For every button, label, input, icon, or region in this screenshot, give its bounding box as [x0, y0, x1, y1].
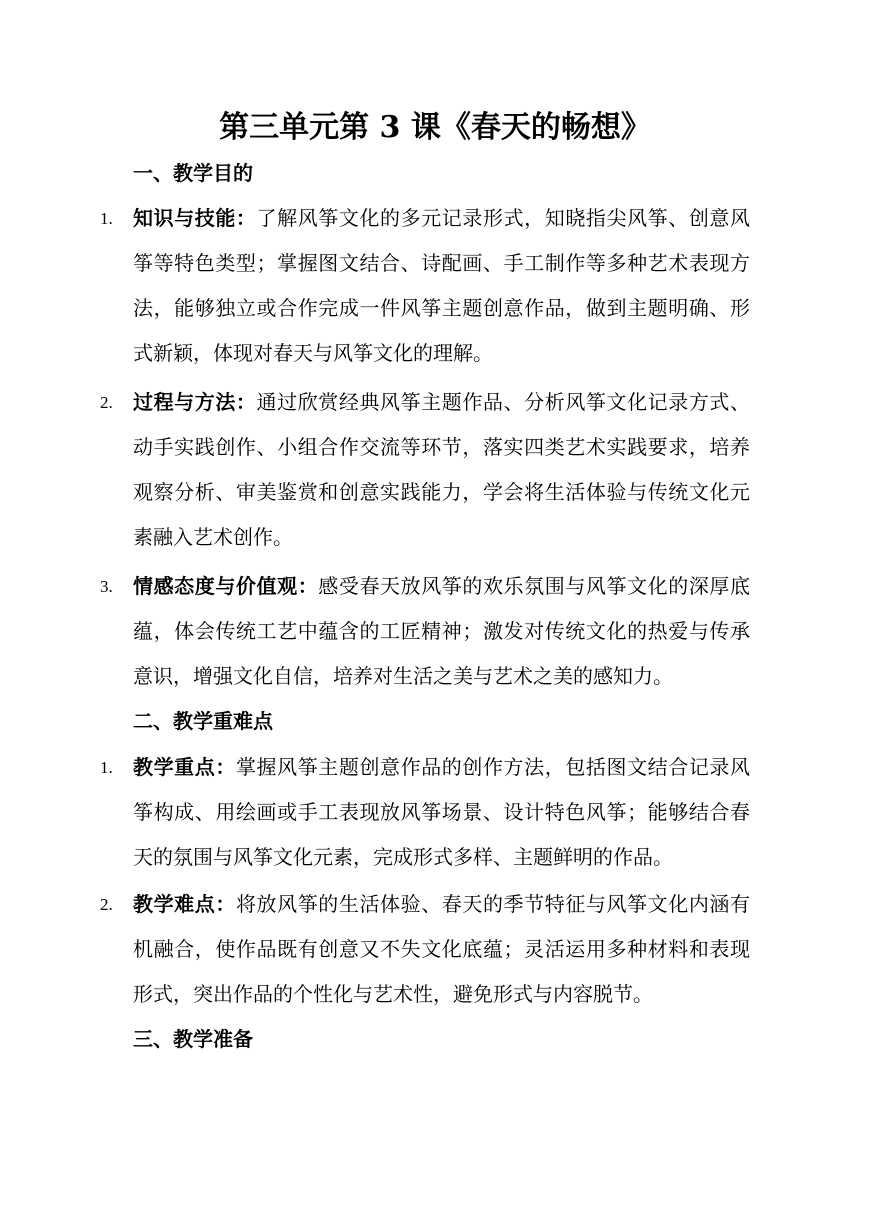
list-item-body	[133, 196, 750, 376]
list-item-body	[133, 564, 750, 699]
list-item-text: 感受春天放风筝的欢乐氛围与风筝文化的深厚底蕴，体会传统工艺中蕴含的工匠精神；激发对传统文化的热爱与传承意识，增强文化自信，培养对生活之美与艺术之美的感知力。	[133, 574, 751, 688]
list-item-body	[133, 380, 750, 560]
list-item	[100, 564, 750, 699]
list-item	[100, 745, 750, 880]
section-heading-objectives: 一、教学目的	[133, 161, 253, 185]
list-item-number: 3.	[100, 577, 113, 596]
list-item-label: 教学难点：	[133, 892, 236, 916]
list-item-number: 1.	[100, 758, 113, 777]
list-item-number: 1.	[100, 209, 113, 228]
list-item-text: 了解风筝文化的多元记录形式，知晓指尖风筝、创意风筝等特色类型；掌握图文结合、诗配画、手工制作等多种艺术表现方法，能够独立或合作完成一件风筝主题创意作品，做到主题明确、形式新颖，体现对春天与风筝文化的理解。	[133, 206, 751, 365]
list-item-text: 通过欣赏经典风筝主题作品、分析风筝文化记录方式、动手实践创作、小组合作交流等环节，落实四类艺术实践要求，培养观察分析、审美鉴赏和创意实践能力，学会将生活体验与传统文化元素融入艺术创作。	[133, 390, 751, 549]
list-item-number: 2.	[100, 895, 113, 914]
list-item	[100, 882, 750, 1017]
list-item-text: 将放风筝的生活体验、春天的季节特征与风筝文化内涵有机融合，使作品既有创意又不失文化底蕴；灵活运用多种材料和表现形式，突出作品的个性化与艺术性，避免形式与内容脱节。	[133, 892, 751, 1006]
list-item-number: 2.	[100, 393, 113, 412]
list-item-text: 掌握风筝主题创意作品的创作方法，包括图文结合记录风筝构成、用绘画或手工表现放风筝场景、设计特色风筝；能够结合春天的氛围与风筝文化元素，完成形式多样、主题鲜明的作品。	[133, 755, 751, 869]
list-item-label: 过程与方法：	[133, 390, 257, 414]
list-item-body	[133, 745, 750, 880]
section-heading-key-points: 二、教学重难点	[133, 709, 273, 733]
section-heading-preparation: 三、教学准备	[133, 1027, 253, 1051]
list-item-label: 情感态度与价值观：	[133, 574, 319, 598]
list-item	[100, 196, 750, 376]
list-item	[100, 380, 750, 560]
list-item-label: 教学重点：	[133, 755, 236, 779]
list-item-body	[133, 882, 750, 1017]
document-title: 第三单元第 3 课《春天的畅想》	[219, 110, 651, 145]
list-item-label: 知识与技能：	[133, 206, 257, 230]
